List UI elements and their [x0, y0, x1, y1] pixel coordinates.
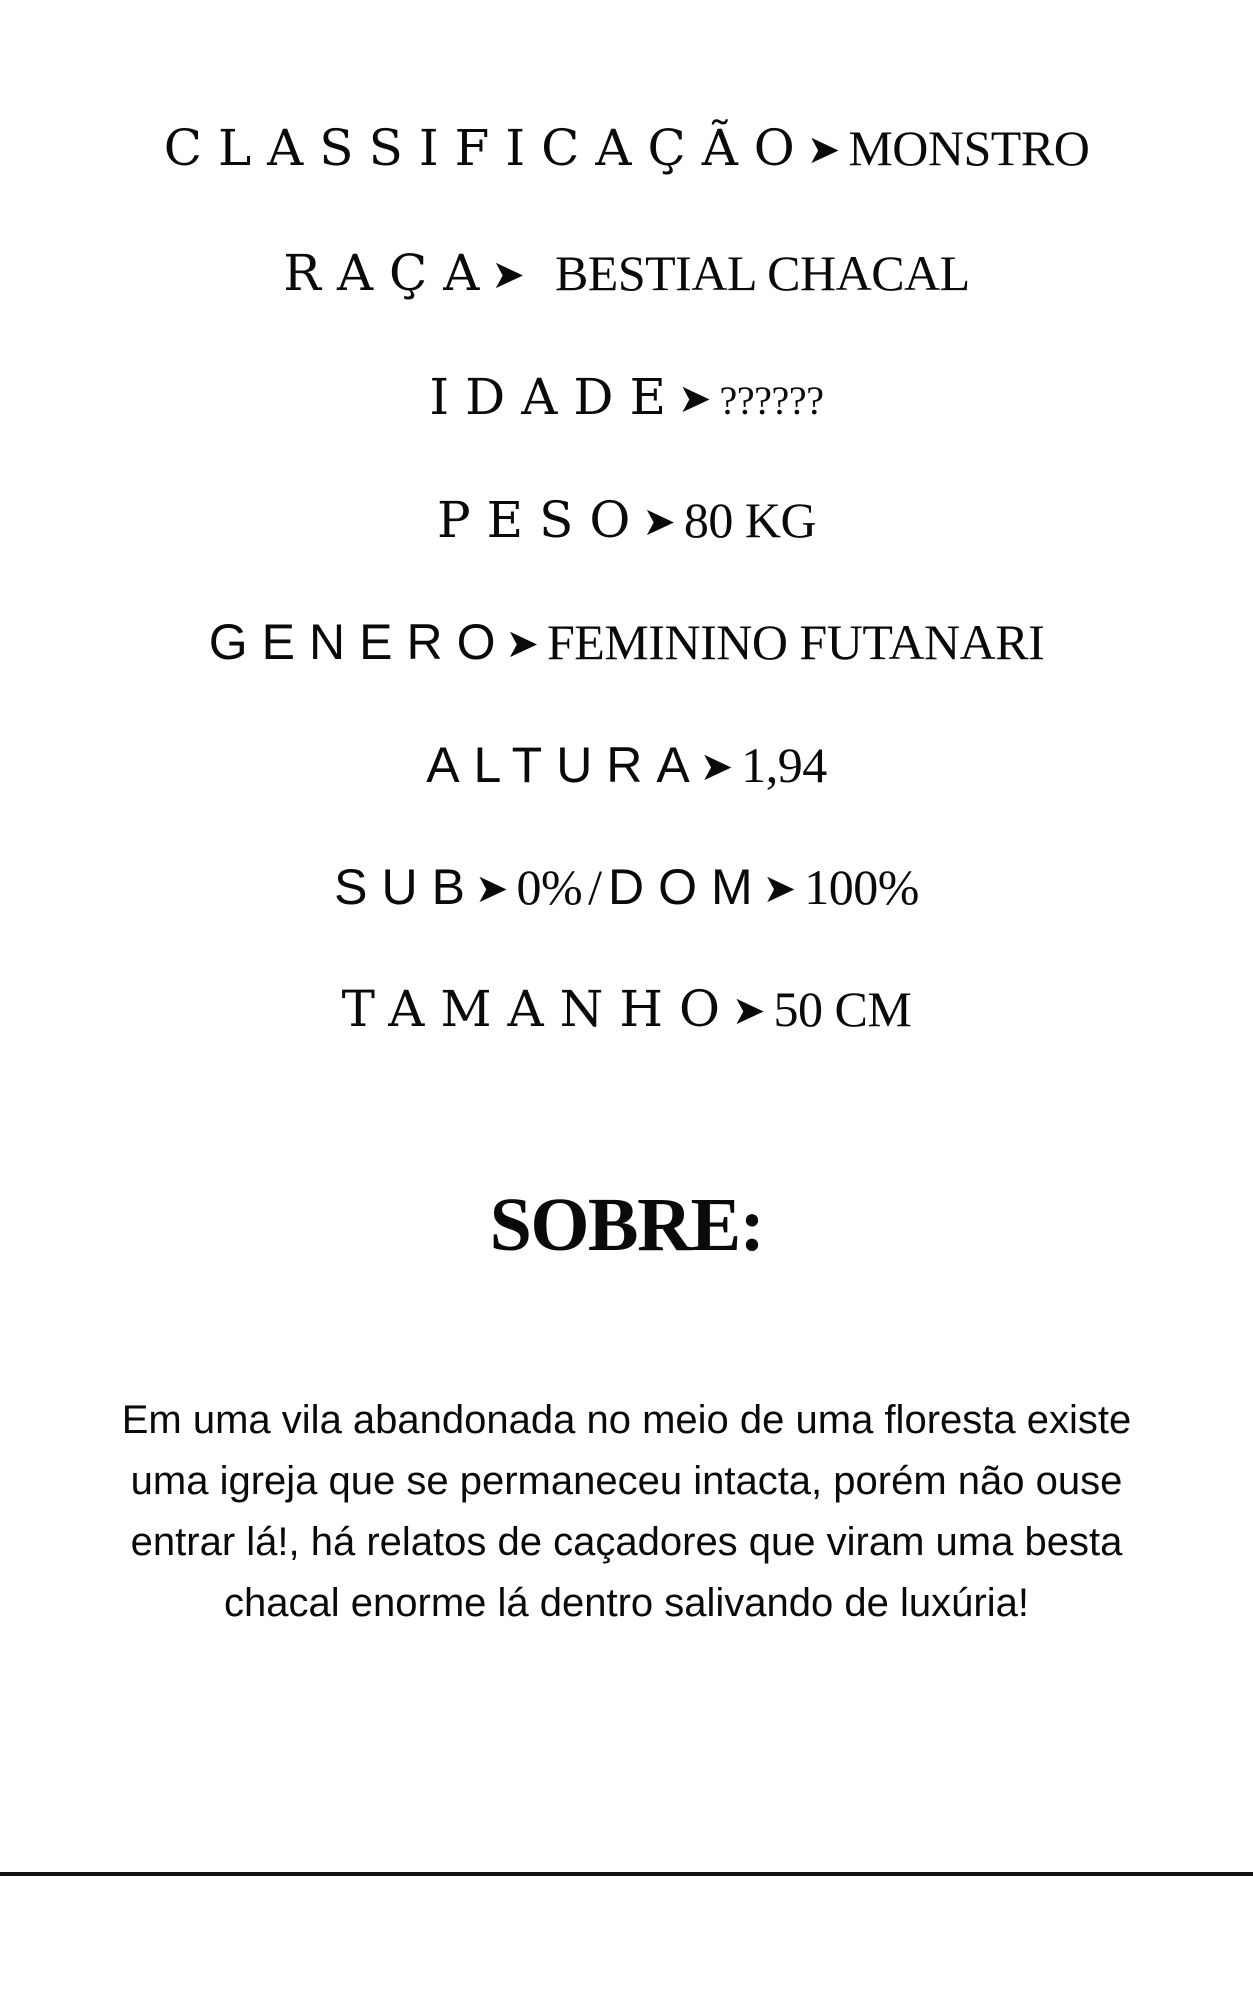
- stat-value: 80 KG: [683, 492, 817, 548]
- arrow-icon: ➤: [677, 376, 712, 422]
- arrow-icon: ➤: [505, 621, 539, 667]
- stat-label: PESO: [436, 491, 647, 549]
- stat-value: BESTIAL CHACAL: [554, 245, 970, 301]
- stat-peso: [0, 490, 1253, 552]
- stat-value: 1,94: [741, 737, 827, 793]
- stat-label: CLASSIFICAÇÃO: [163, 119, 811, 177]
- stat-raca: [0, 243, 1253, 305]
- stat-value: 0%: [516, 859, 583, 915]
- stat-value: MONSTRO: [848, 120, 1090, 176]
- stat-label: ALTURA: [426, 737, 704, 793]
- stat-separator: /: [588, 859, 603, 915]
- arrow-icon: ➤: [762, 866, 797, 912]
- stat-value: ??????: [719, 378, 824, 423]
- stat-tamanho: [0, 979, 1253, 1041]
- arrow-icon: ➤: [491, 252, 525, 298]
- stat-classificacao: [0, 118, 1253, 180]
- divider-line: [0, 1872, 1253, 1876]
- stat-sub-dom: [0, 857, 1253, 919]
- stat-value: 50 CM: [773, 981, 912, 1037]
- arrow-icon: ➤: [806, 127, 841, 173]
- stat-label: TAMANHO: [341, 980, 737, 1038]
- about-text: Em uma vila abandonada no meio de uma floresta existe uma igreja que se permaneceu intacta, porém não ouse entrar lá!, há relatos de caçadores que viram uma besta chacal enorme lá dentro salivando de luxúria!: [121, 1398, 1132, 1625]
- stat-idade: [0, 367, 1253, 431]
- stat-value: 100%: [804, 859, 919, 915]
- stat-altura: [0, 735, 1253, 797]
- stat-label: SUB: [334, 859, 479, 915]
- stat-value: FEMININO FUTANARI: [547, 614, 1045, 670]
- stat-label: DOM: [608, 859, 767, 915]
- arrow-icon: ➤: [699, 744, 734, 790]
- stat-label: GENERO: [208, 614, 510, 670]
- stat-label: RAÇA: [283, 244, 496, 302]
- stat-genero: [0, 612, 1253, 674]
- about-title: SOBRE:: [489, 1183, 764, 1267]
- arrow-icon: ➤: [732, 988, 766, 1034]
- stat-label: IDADE: [429, 368, 682, 426]
- arrow-icon: ➤: [642, 499, 676, 545]
- arrow-icon: ➤: [474, 866, 509, 912]
